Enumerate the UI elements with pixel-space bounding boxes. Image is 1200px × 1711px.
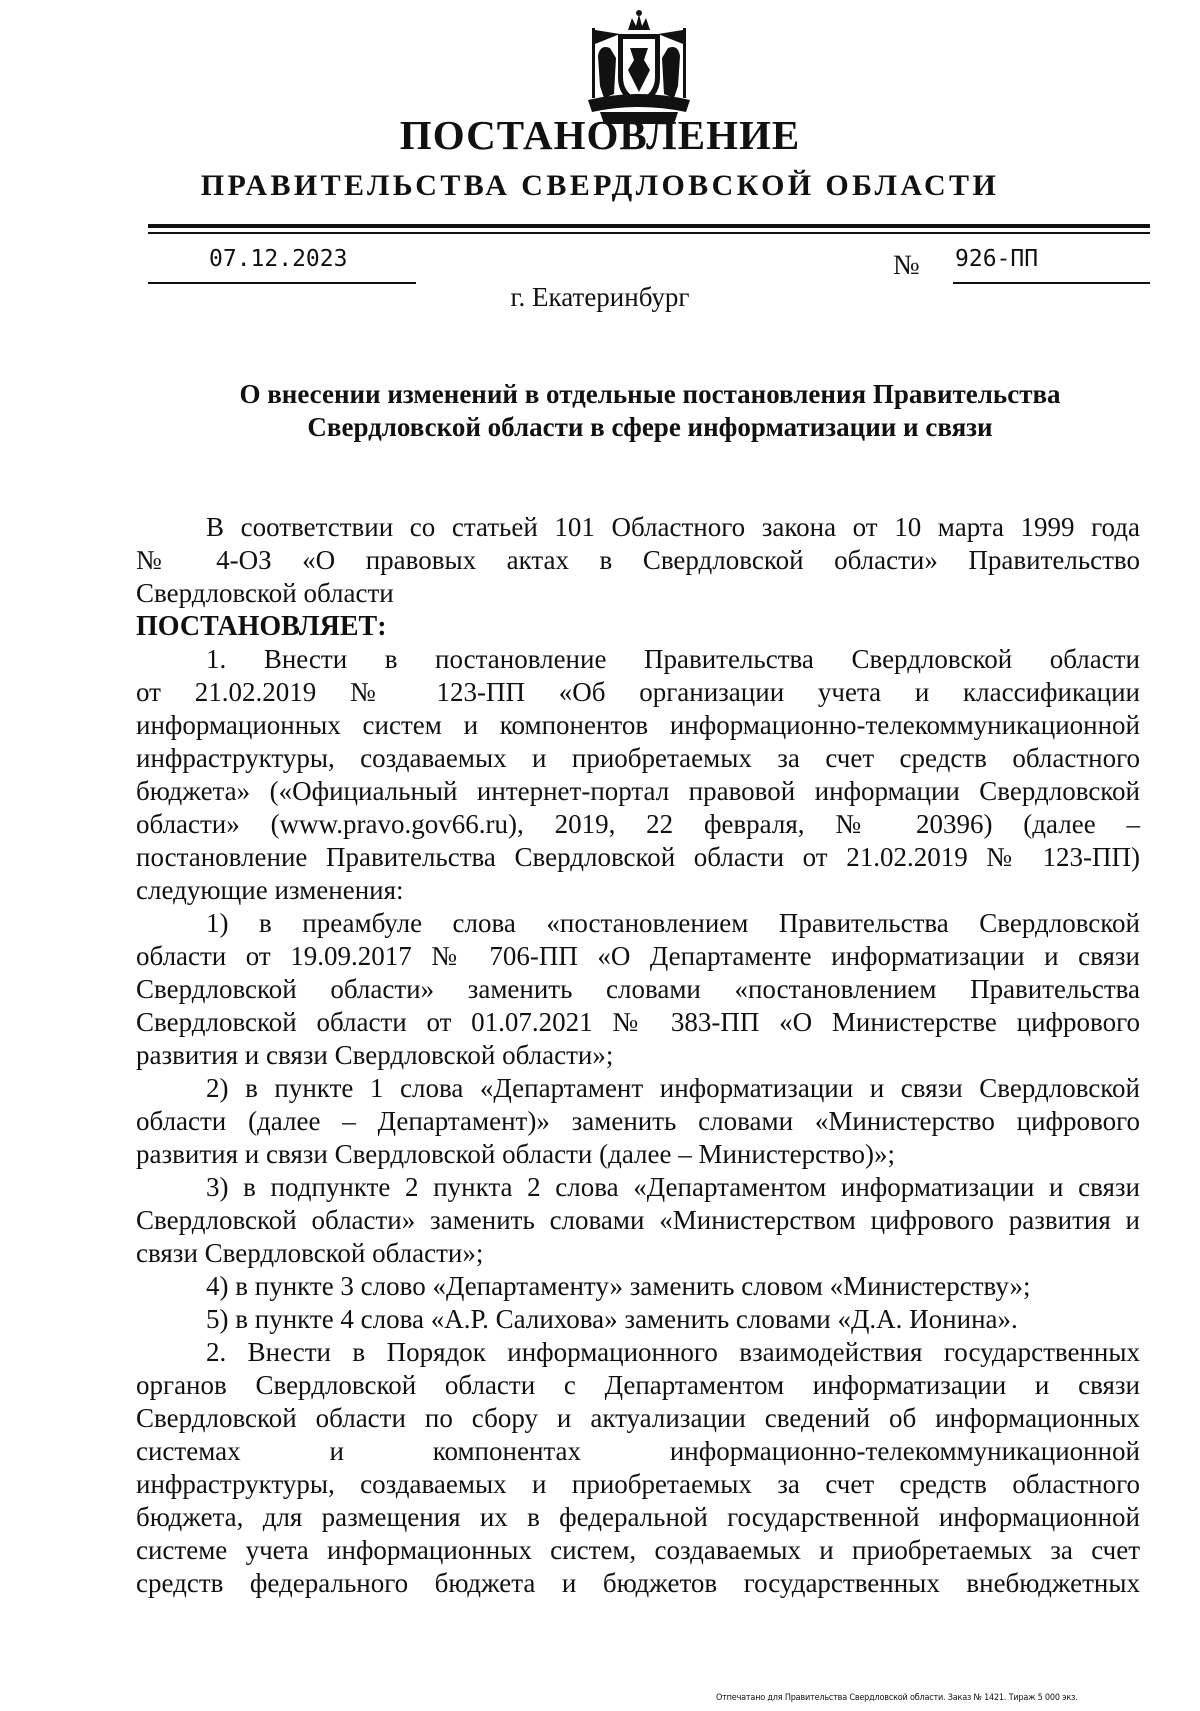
- body-line: системе учета информационных систем, создаваемых и приобретаемых за счет: [136, 1535, 1140, 1565]
- body-line: бюджета» («Официальный интернет-портал правовой информации Свердловской: [136, 776, 1140, 806]
- body-line: 5) в пункте 4 слова «А.Р. Салихова» заменить словами «Д.А. Ионина».: [206, 1304, 1018, 1334]
- document-date: 07.12.2023: [209, 246, 348, 272]
- body-line: органов Свердловской области с Департаментом информатизации и связи: [136, 1370, 1140, 1400]
- body-line: 1. Внести в постановление Правительства Свердловской области: [206, 644, 1140, 674]
- body-line: связи Свердловской области»;: [136, 1238, 484, 1268]
- issuing-authority: ПРАВИТЕЛЬСТВА СВЕРДЛОВСКОЙ ОБЛАСТИ: [200, 169, 1000, 202]
- body-line: бюджета, для размещения их в федеральной государственной информационной: [136, 1502, 1140, 1532]
- issue-city: г. Екатеринбург: [510, 282, 690, 312]
- document-number: 926-ПП: [955, 246, 1039, 272]
- print-note: Отпечатано для Правительства Свердловской области. Заказ № 1421. Тираж 5 000 экз.: [716, 1693, 1078, 1703]
- subject-line: О внесении изменений в отдельные постановления Правительства: [239, 379, 1061, 409]
- body-line: 4) в пункте 3 слово «Департаменту» заменить словом «Министерству»;: [206, 1271, 1031, 1301]
- document-subject: [150, 378, 1150, 444]
- body-line: инфраструктуры, создаваемых и приобретаемых за счет средств областного: [136, 1469, 1140, 1499]
- body-line: средств федерального бюджета и бюджетов государственных внебюджетных: [136, 1568, 1140, 1598]
- body-line: Свердловской области» заменить словами «Министерством цифрового развития и: [136, 1205, 1140, 1235]
- body-line: информационных систем и компонентов информационно-телекоммуникационной: [136, 710, 1140, 740]
- body-line: области» (www.pravo.gov66.ru), 2019, 22 февраля, № 20396) (далее –: [136, 809, 1140, 839]
- body-line: от 21.02.2019 № 123-ПП «Об организации учета и классификации: [136, 677, 1140, 707]
- body-line: Свердловской области» заменить словами «постановлением Правительства: [136, 974, 1140, 1004]
- body-line: инфраструктуры, создаваемых и приобретаемых за счет средств областного: [136, 743, 1140, 773]
- body-line: области от 19.09.2017 № 706-ПП «О Департаменте информатизации и связи: [136, 941, 1140, 971]
- body-line: Свердловской области по сбору и актуализации сведений об информационных: [136, 1403, 1140, 1433]
- body-line: области (далее – Департамент)» заменить словами «Министерство цифрового: [136, 1106, 1140, 1136]
- body-line: 2) в пункте 1 слова «Департамент информатизации и связи Свердловской: [206, 1073, 1140, 1103]
- body-line: 2. Внести в Порядок информационного взаимодействия государственных: [206, 1337, 1140, 1367]
- body-line: системах и компонентах информационно-телекоммуникационной: [136, 1436, 1140, 1466]
- body-line: постановление Правительства Свердловской области от 21.02.2019 № 123-ПП): [136, 842, 1140, 872]
- document-type-title: ПОСТАНОВЛЕНИЕ: [399, 112, 801, 158]
- body-line: Свердловской области: [136, 578, 394, 608]
- body-line: 1) в преамбуле слова «постановлением Правительства Свердловской: [206, 908, 1140, 938]
- header-rule-thin: [148, 232, 1150, 234]
- body-line: 3) в подпункте 2 пункта 2 слова «Департаментом информатизации и связи: [206, 1172, 1140, 1202]
- header-rule-thick: [148, 224, 1150, 228]
- body-line: развития и связи Свердловской области»;: [136, 1040, 614, 1070]
- number-sign: №: [893, 250, 920, 281]
- sverdlovsk-coat-of-arms-icon: [570, 8, 708, 126]
- document-body: [136, 511, 1140, 1600]
- body-line: следующие изменения:: [136, 875, 404, 905]
- body-line: В соответствии со статьей 101 Областного закона от 10 марта 1999 года: [206, 512, 1140, 542]
- subject-line: Свердловской области в сфере информатизации и связи: [307, 412, 993, 442]
- resolution-heading: ПОСТАНОВЛЯЕТ:: [136, 611, 387, 642]
- body-line: развития и связи Свердловской области (далее – Министерство)»;: [136, 1139, 895, 1169]
- body-line: Свердловской области от 01.07.2021 № 383-ПП «О Министерстве цифрового: [136, 1007, 1140, 1037]
- body-line: № 4-ОЗ «О правовых актах в Свердловской области» Правительство: [136, 545, 1140, 575]
